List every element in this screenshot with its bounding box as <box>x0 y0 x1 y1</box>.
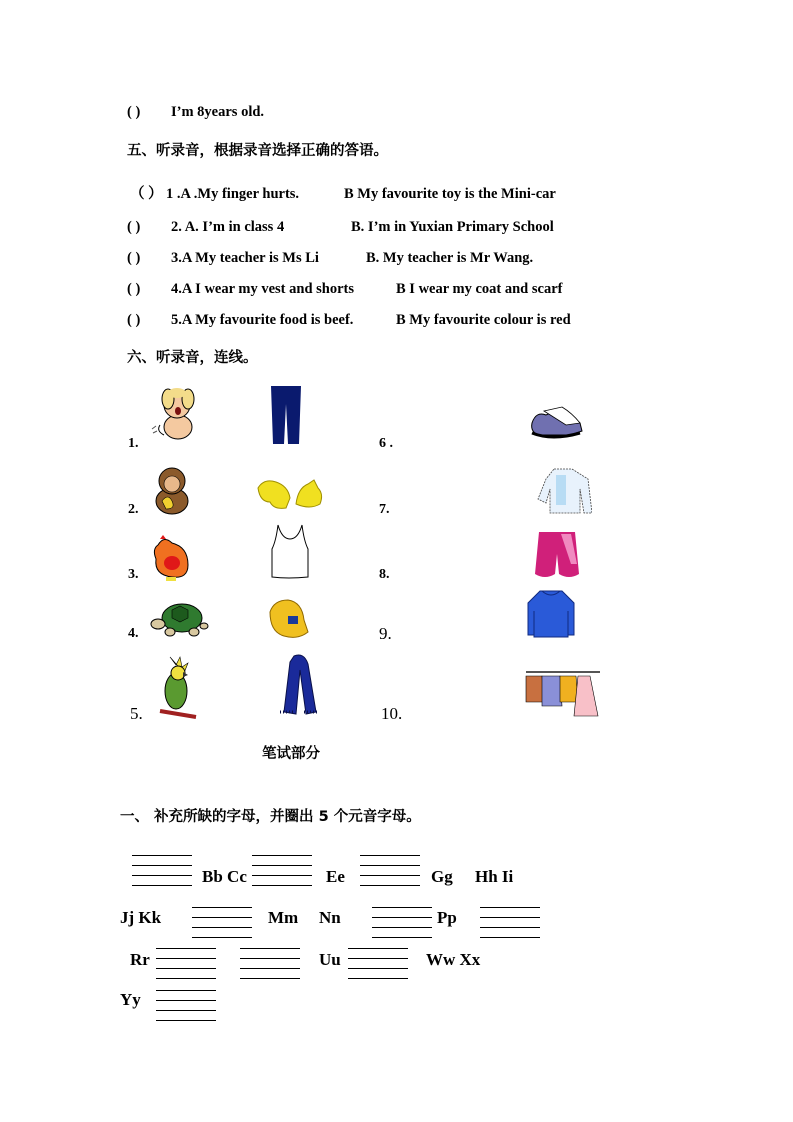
item-number: 7. <box>379 502 390 517</box>
given-letters: Rr <box>130 950 150 969</box>
scarf-picture[interactable] <box>278 654 322 720</box>
item-number: 10. <box>381 704 403 723</box>
answer-blank[interactable]: ( ) <box>127 104 141 120</box>
answer-blank[interactable]: ( ) <box>127 312 141 328</box>
question-item <box>127 104 264 121</box>
item-number: 2. <box>128 502 139 517</box>
question-item <box>127 250 533 267</box>
item-number: 1. <box>128 436 139 451</box>
item-number: 6 . <box>379 436 393 451</box>
given-letters: Nn <box>319 908 341 927</box>
letter-writing-lines[interactable] <box>156 990 216 1030</box>
given-letters: Mm <box>268 908 299 927</box>
gloves-picture[interactable] <box>256 478 328 512</box>
letter-writing-lines[interactable] <box>480 907 540 947</box>
clothes-rack-picture[interactable] <box>524 666 602 718</box>
option-a: 1 .A .My finger hurts. <box>166 186 300 202</box>
given-letters: Jj Kk <box>120 908 162 927</box>
item-number: 9. <box>379 624 392 643</box>
parrot-picture[interactable] <box>156 655 200 719</box>
question-text: I’m 8years old. <box>171 104 265 120</box>
letter-writing-lines[interactable] <box>348 948 408 988</box>
option-b: B My favourite toy is the Mini-car <box>344 186 556 202</box>
question-item <box>127 281 562 298</box>
given-letters: Hh Ii <box>475 867 514 886</box>
cap-picture[interactable] <box>268 598 310 640</box>
option-a: 3.A My teacher is Ms Li <box>171 250 319 266</box>
given-letters: Yy <box>120 990 141 1009</box>
option-b: B I wear my coat and scarf <box>396 281 563 297</box>
letter-writing-lines[interactable] <box>372 907 432 947</box>
shoes-picture[interactable] <box>530 405 584 441</box>
item-number: 5. <box>130 704 143 723</box>
question-item <box>130 182 556 203</box>
trousers-picture[interactable] <box>268 386 304 446</box>
item-number: 3. <box>128 567 139 582</box>
option-b: B. I’m in Yuxian Primary School <box>351 219 554 235</box>
option-a: 4.A I wear my vest and shorts <box>171 281 354 297</box>
question-item <box>127 219 554 236</box>
shirt-picture[interactable] <box>534 467 592 515</box>
option-a: 5.A My favourite food is beef. <box>171 312 354 328</box>
given-letters: Pp <box>437 908 457 927</box>
monkey-picture[interactable] <box>150 465 194 515</box>
option-b: B. My teacher is Mr Wang. <box>366 250 534 266</box>
option-a: 2. A. I’m in class 4 <box>171 219 285 235</box>
letter-writing-lines[interactable] <box>192 907 252 947</box>
given-letters: Uu <box>319 950 341 969</box>
letter-writing-lines[interactable] <box>360 855 420 895</box>
section-5-title: 五、听录音，根据录音选择正确的答语。 <box>127 143 388 159</box>
chicken-picture[interactable] <box>150 533 192 583</box>
item-number: 8. <box>379 567 390 582</box>
written-part-title: 笔试部分 <box>262 746 320 762</box>
dog-picture[interactable] <box>150 385 202 445</box>
vest-picture[interactable] <box>270 524 310 580</box>
given-letters: Gg <box>431 867 453 886</box>
tortoise-picture[interactable] <box>150 600 210 638</box>
shorts-picture[interactable] <box>535 530 579 580</box>
section-1-title: 一、 补充所缺的字母，并圈出 5 个元音字母。 <box>120 809 421 825</box>
option-b: B My favourite colour is red <box>396 312 571 328</box>
given-letters: Ee <box>326 867 345 886</box>
sweater-picture[interactable] <box>526 589 576 639</box>
item-number: 4. <box>128 626 139 641</box>
question-item <box>127 312 571 329</box>
given-letters: Bb Cc <box>202 867 247 886</box>
answer-blank[interactable]: （ ） <box>130 186 163 202</box>
answer-blank[interactable]: ( ) <box>127 250 141 266</box>
letter-writing-lines[interactable] <box>132 855 192 895</box>
letter-writing-lines[interactable] <box>252 855 312 895</box>
letter-writing-lines[interactable] <box>156 948 216 988</box>
given-letters: Ww Xx <box>426 950 481 969</box>
section-6-title: 六、听录音，连线。 <box>127 350 258 366</box>
answer-blank[interactable]: ( ) <box>127 281 141 297</box>
answer-blank[interactable]: ( ) <box>127 219 141 235</box>
letter-writing-lines[interactable] <box>240 948 300 988</box>
